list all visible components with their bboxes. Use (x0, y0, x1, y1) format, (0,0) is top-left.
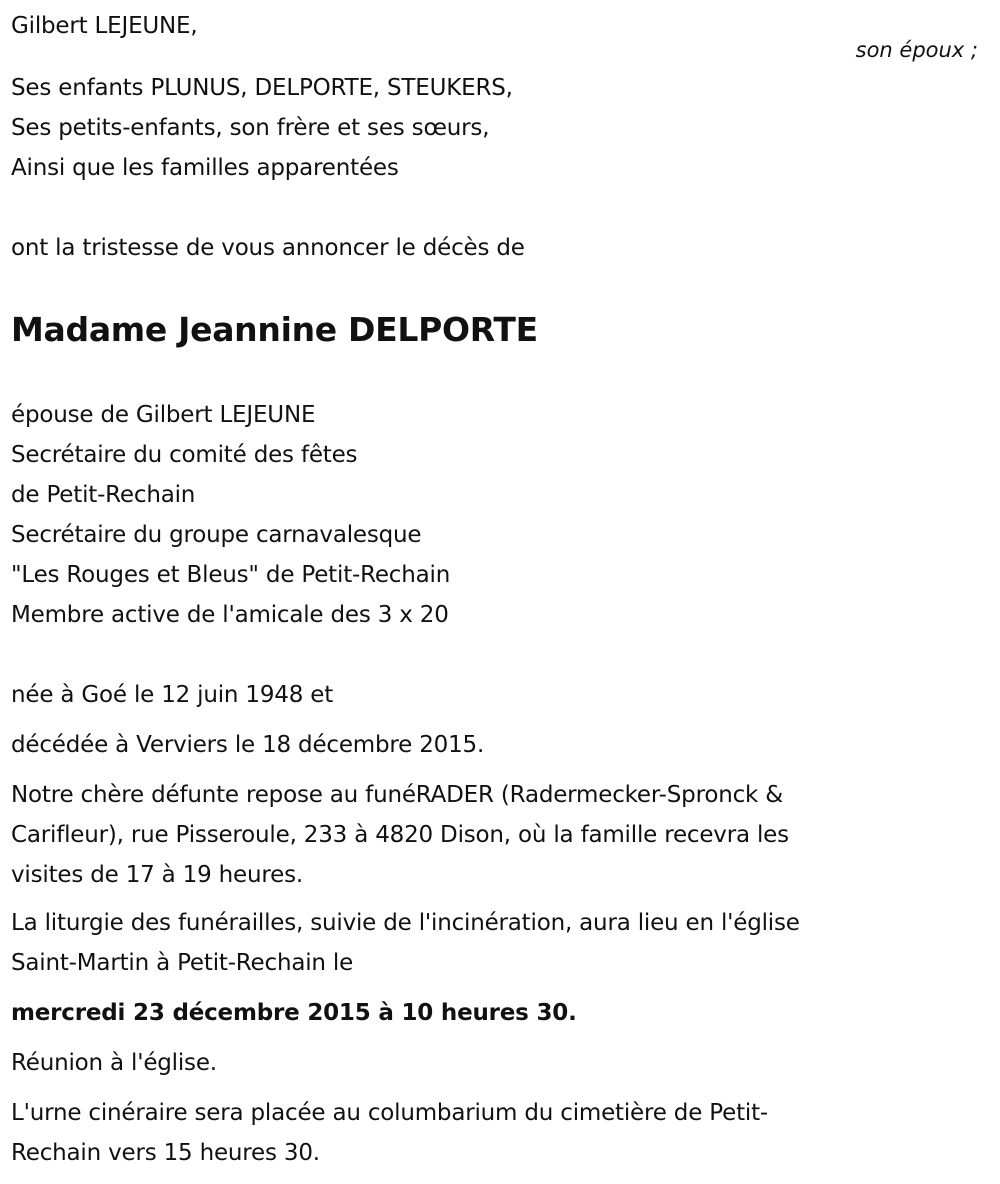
liturgy-line: Saint-Martin à Petit-Rechain le (11, 950, 354, 976)
meeting-info: Réunion à l'église. (11, 1050, 217, 1076)
deceased-title: Secrétaire du groupe carnavalesque (11, 522, 422, 548)
deceased-name: Madame Jeannine DELPORTE (11, 310, 538, 349)
urn-line: Rechain vers 15 heures 30. (11, 1140, 320, 1166)
urn-line: L'urne cinéraire sera placée au columbarium du cimetière de Petit- (11, 1100, 768, 1126)
birth-info: née à Goé le 12 juin 1948 et (11, 682, 334, 708)
family-line: Ainsi que les familles apparentées (11, 155, 399, 181)
visitation-line: visites de 17 à 19 heures. (11, 862, 303, 888)
deceased-title: Secrétaire du comité des fêtes (11, 442, 358, 468)
visitation-line: Notre chère défunte repose au funéRADER (Radermecker-Spronck & (11, 782, 783, 808)
ceremony-datetime: mercredi 23 décembre 2015 à 10 heures 30. (11, 1000, 577, 1026)
announcement-text: ont la tristesse de vous annoncer le décès de (11, 235, 525, 261)
visitation-line: Carifleur), rue Pisseroule, 233 à 4820 Dison, où la famille recevra les (11, 822, 789, 848)
spouse-role: son époux ; (855, 38, 978, 62)
deceased-title: épouse de Gilbert LEJEUNE (11, 402, 316, 428)
family-line: Ses enfants PLUNUS, DELPORTE, STEUKERS, (11, 75, 513, 101)
family-line: Ses petits-enfants, son frère et ses sœurs, (11, 115, 490, 141)
liturgy-line: La liturgie des funérailles, suivie de l'incinération, aura lieu en l'église (11, 910, 800, 936)
death-info: décédée à Verviers le 18 décembre 2015. (11, 732, 485, 758)
deceased-title: Membre active de l'amicale des 3 x 20 (11, 602, 449, 628)
spouse-name: Gilbert LEJEUNE, (11, 13, 198, 39)
deceased-title: de Petit-Rechain (11, 482, 196, 508)
deceased-title: "Les Rouges et Bleus" de Petit-Rechain (11, 562, 451, 588)
